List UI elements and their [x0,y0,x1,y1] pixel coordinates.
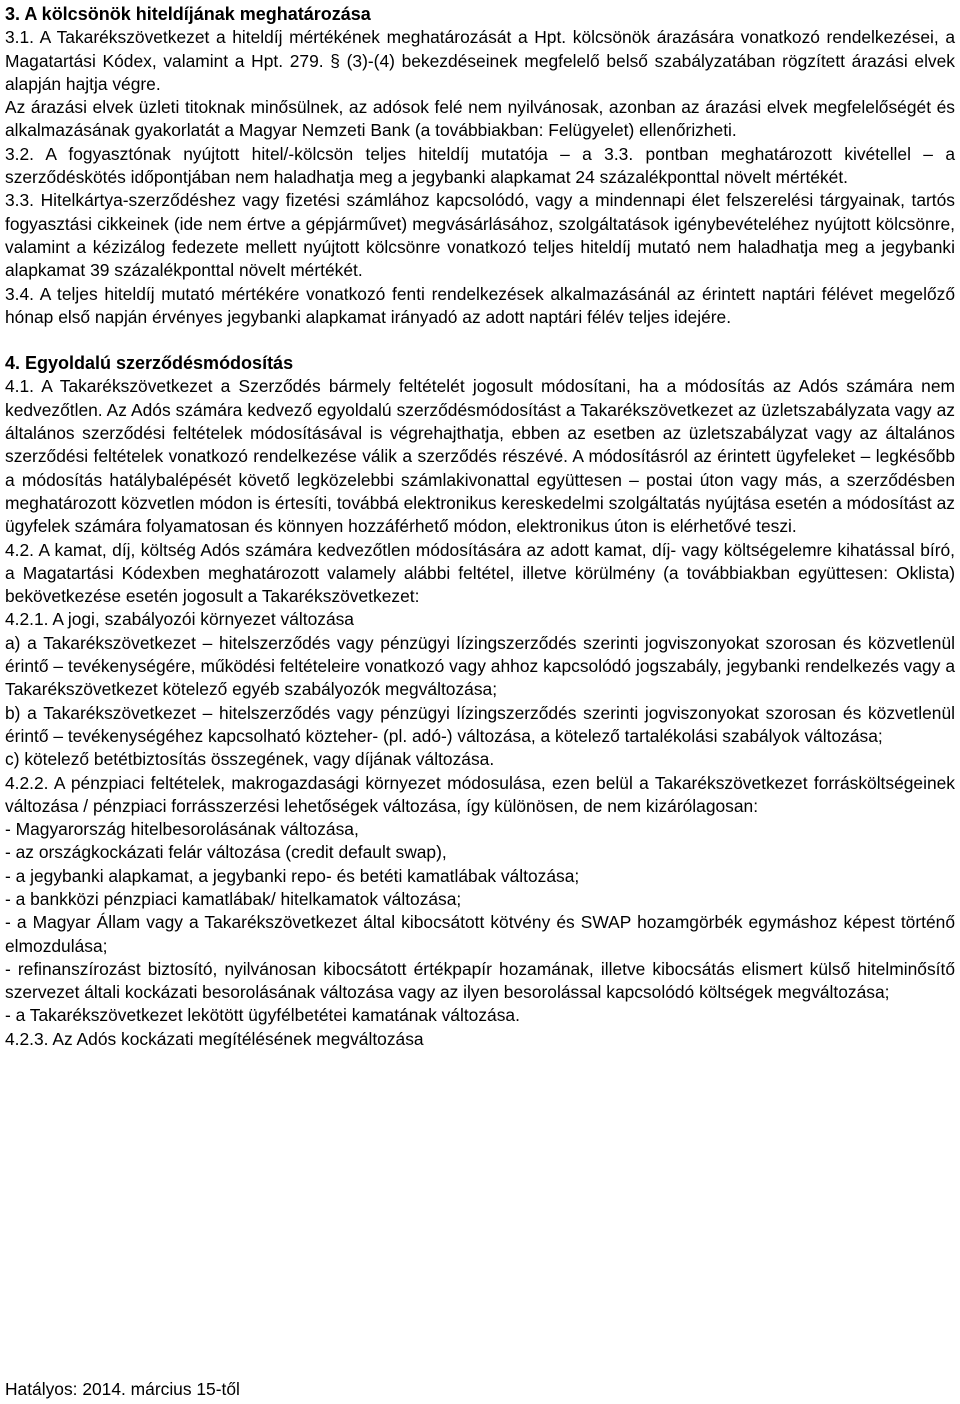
paragraph-3-1-pricing: Az árazási elvek üzleti titoknak minősülnek, az adósok felé nem nyilvánosak, azonban az árazási elvek megfelelőségét és alkalmazásának gyakorlatát a Magyar Nemzeti Bank (a továbbiakban: Felügyelet) ellenőrizheti. [5,97,955,141]
paragraph-4-2-1-a: a) a Takarékszövetkezet – hitelszerződés vagy pénzügyi lízingszerződés szerinti jogviszonyokat szorosan és közvetlenül érintő – tevékenységére, működési feltételeire vonatkozó vagy ahhoz kapcsolódó jogszabály, jegybanki rendelkezés vagy a Takarékszövetkezet kötelező egyéb szabályozók megváltozása; [5,632,955,700]
section-4-heading: 4. Egyoldalú szerződésmódosítás [5,353,294,374]
list-item: - a jegybanki alapkamat, a jegybanki repo- és betéti kamatlábak változása; [5,865,580,886]
list-item: - az országkockázati felár változása (credit default swap), [5,842,447,863]
list-item: - refinanszírozást biztosító, nyilvánosan kibocsátott értékpapír hozamának, illetve kibocsátás elismert külső hitelminősítő szervezet általi kockázati besorolásának változása vagy az ilyen besorolással kapcsolódó költségek megváltozása; [5,958,955,1003]
list-item: - a bankközi pénzpiaci kamatlábak/ hitelkamatok változása; [5,888,462,909]
paragraph-4-1: 4.1. A Takarékszövetkezet a Szerződés bármely feltételét jogosult módosítani, ha a módosítás az Adós számára nem kedvezőtlen. Az Adós számára kedvező egyoldalú szerződésmódosítást a Takarékszövetkezet az üzletszabályzata vagy az általános szerződési feltételek módosításával is végrehajthatja, ebben az esetben az üzletszabályzat vagy az általános szerződési feltételek vonatkozó rendelkezése válik a szerződés részévé. A módosításról az érintett ügyfeleket – legkésőbb a módosítás hatálybalépését követő legközelebbi számlakivonattal együttesen – postai úton vagy más, a szerződésben meghatározott közvetlen módon is értesíti, továbbá elektronikus kereskedelmi szolgáltatás nyújtása esetén a módosítást az ügyfelek számára folyamatosan és könnyen hozzáférhető módon, elektronikus úton is elérhetővé teszi. [5,376,955,537]
section-gap [5,329,955,352]
paragraph-4-2-3: 4.2.3. Az Adós kockázati megítélésének megváltozása [5,1028,424,1049]
list-item: - a Magyar Állam vagy a Takarékszövetkezet által kibocsátott kötvény és SWAP hozamgörbék egymáshoz képest történő elmozdulása; [5,912,955,956]
effective-date-footer: Hatályos: 2014. március 15-től [5,1379,240,1399]
paragraph-4-2-1-c: c) kötelező betétbiztosítás összegének, vagy díjának változása. [5,749,495,770]
paragraph-4-2: 4.2. A kamat, díj, költség Adós számára kedvezőtlen módosítására az adott kamat, díj- vagy költségelemre kihatással bíró, a Magatartási Kódexben meghatározott valamely alábbi feltétel, illetve körülmény (a továbbiakban együttesen: Oklista) bekövetkezése esetén jogosult a Takarékszövetkezet: [5,539,955,607]
paragraph-3-1: 3.1. A Takarékszövetkezet a hiteldíj mértékének meghatározását a Hpt. kölcsönök árazására vonatkozó rendelkezései, a Magatartási Kódex, valamint a Hpt. 279. § (3)-(4) bekezdéseinek megfelelő belső szabályzatában rögzített árazási elvek alapján hajtja végre. [5,27,955,94]
paragraph-4-2-1-b: b) a Takarékszövetkezet – hitelszerződés vagy pénzügyi lízingszerződés szerinti jogviszonyokat szorosan és közvetlenül érintő – tevékenységéhez kapcsolható közteher- (pl. adó-) változása, a kötelező tartalékolási szabályok változása; [5,702,955,746]
list-item: - a Takarékszövetkezet lekötött ügyfélbetétei kamatának változása. [5,1005,520,1026]
paragraph-3-2: 3.2. A fogyasztónak nyújtott hitel/-kölcsön teljes hiteldíj mutatója – a 3.3. pontban meghatározott kivétellel – a szerződéskötés időpontjában nem haladhatja meg a jegybanki alapkamat 24 százalékponttal növelt mértékét. [5,143,955,188]
paragraph-3-3: 3.3. Hitelkártya-szerződéshez vagy fizetési számlához kapcsolódó, vagy a mindennapi élet felszerelési tárgyainak, tartós fogyasztási cikkeinek (ide nem értve a gépjárművet) megvásárlásához, szolgáltatások igénybevételéhez nyújtott kölcsönre, valamint a kézizálog fedezete mellett nyújtott kölcsönre vonatkozó teljes hiteldíj mutató nem haladhatja meg a jegybanki alapkamat 39 százalékponttal növelt mértékét. [5,190,955,281]
section-3-heading: 3. A kölcsönök hiteldíjának meghatározása [5,4,371,24]
list-item: - Magyarország hitelbesorolásának változása, [5,819,359,840]
factor-list [5,818,955,1028]
paragraph-4-2-1: 4.2.1. A jogi, szabályozói környezet változása [5,609,354,630]
paragraph-3-4: 3.4. A teljes hiteldíj mutató mértékére vonatkozó fenti rendelkezések alkalmazásánál az érintett naptári félévet megelőző hónap első napján érvényes jegybanki alapkamat irányadó az adott naptári félév teljes idejére. [5,283,955,327]
document-page [5,3,955,1051]
paragraph-4-2-2: 4.2.2. A pénzpiaci feltételek, makrogazdasági környezet módosulása, ezen belül a Takarékszövetkezet forrásköltségeinek változása / pénzpiaci forrásszerzési lehetőségek változása, így különösen, de nem kizárólagosan: [5,772,955,816]
